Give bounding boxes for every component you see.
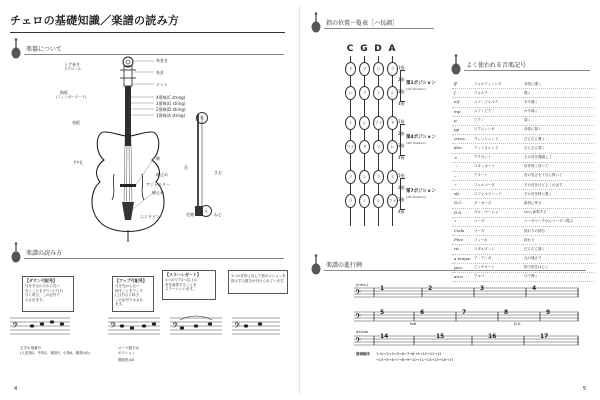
term-sym: ・ (454, 163, 458, 169)
term-read: テヌート (474, 173, 488, 178)
term-row (452, 163, 594, 172)
term-mean: その音を強調して (524, 155, 552, 159)
term-row (452, 236, 594, 245)
fingering-box: 1つの音符に対して指ポジションを 指示する数字が付けられています。 (228, 270, 288, 294)
term-read: フォルテ (474, 90, 488, 95)
note-oval: ラ (373, 170, 384, 184)
label-top-plate: 表板 (72, 120, 80, 125)
term-mean: 終わりの部分 (524, 228, 545, 233)
measure-8: 8 (504, 309, 509, 316)
measure-14: 14 (380, 333, 389, 340)
label-string-1: 1番線(A string) (156, 113, 186, 118)
note-oval: ド (387, 116, 398, 130)
measure-17: 17 (540, 333, 549, 340)
term-mean: 最初に戻る (524, 200, 542, 205)
position-1-label: 第1ポジション (406, 81, 436, 86)
to-coda-mark: to⊕ (410, 322, 417, 326)
measure-6: 6 (420, 309, 425, 316)
label-peg: 糸巻き (156, 58, 168, 63)
term-mean: 音を短く切って (524, 164, 549, 169)
term-row (452, 98, 594, 107)
measure-7: 7 (462, 309, 467, 316)
position-brace-4 (400, 124, 405, 156)
cello-icon (10, 38, 22, 60)
term-read: ア・テンポ (474, 256, 492, 261)
term-sym: rit. (454, 246, 461, 252)
slur-box: 【スラーレガート】 1つの弓で2つ以上の 音を演奏することを スラーといいます。 (162, 270, 216, 300)
finger-label: 2指 (398, 185, 405, 190)
measure-1: 1 (380, 285, 385, 292)
term-sym: mf (454, 99, 460, 105)
term-sym: a tempo (454, 255, 471, 261)
up-bow-box: 【アップ弓記号】 弓を先から元へ 押すことをアップ (上げ)弓と呼び、 この記号で示され ます。 (112, 276, 154, 312)
term-row (452, 135, 594, 144)
page-title: チェロの基礎知識／楽譜の読み方 (10, 14, 180, 27)
example-staves (344, 284, 589, 354)
measure-5: 5 (380, 309, 385, 316)
term-sym: D.C. (454, 200, 463, 206)
string-header-g: G (360, 44, 368, 54)
svg-text:𝄢: 𝄢 (12, 322, 19, 333)
term-sym: f (454, 90, 456, 96)
note-oval: ファ (387, 194, 398, 208)
finger-label: 3指 (398, 89, 405, 94)
term-mean: 弱く (524, 118, 531, 123)
term-mean: 非常に弱く (524, 127, 542, 132)
term-mean: だんだん弱く (524, 145, 545, 150)
label-endpin: エンドピン (140, 214, 160, 219)
right-page (300, 0, 600, 400)
term-mean: 強く (524, 90, 531, 95)
measure-9: 9 (546, 309, 551, 316)
term-mean: 音の長さを十分に保って (524, 173, 563, 178)
term-row (452, 273, 594, 282)
term-row (452, 199, 594, 208)
bow-hair-label: 毛 (184, 165, 188, 170)
cello-icon (10, 242, 22, 264)
term-row (452, 108, 594, 117)
term-mean: 終わり (524, 237, 535, 242)
svg-text:𝄢: 𝄢 (172, 322, 179, 333)
svg-text:𝄢: 𝄢 (355, 289, 361, 299)
term-sym: > (454, 154, 458, 160)
term-row (452, 218, 594, 227)
label-nut: ナット (156, 82, 168, 87)
note-oval: ミ (387, 170, 398, 184)
roman-position-note: ローマ数字は ポジション (118, 346, 139, 355)
bow-stick-label: さお (214, 170, 222, 175)
note-oval: レ (345, 86, 356, 100)
term-row (452, 264, 594, 273)
svg-text:𝄢: 𝄢 (355, 313, 361, 323)
term-read: ピアニッシモ (474, 127, 495, 132)
coda-mark: ⊕Coda (356, 330, 368, 334)
note-oval: レ (359, 170, 370, 184)
position-4-sub: (4th Position) (406, 141, 426, 145)
page-number-right: 5 (582, 386, 586, 392)
finger-label: 1指 (398, 65, 405, 70)
cello-icon (310, 254, 322, 276)
label-bridge: 駒 (156, 156, 160, 161)
term-row (452, 245, 594, 254)
term-row (452, 227, 594, 236)
term-sym: Fine (454, 237, 463, 243)
finger-label: 3指 (398, 143, 405, 148)
term-read: アルコ (474, 274, 485, 279)
term-read: コーダ (474, 219, 485, 224)
reading-staff (10, 312, 290, 342)
term-row (452, 126, 594, 135)
cello-icon (450, 54, 462, 76)
svg-text:𝄢: 𝄢 (234, 322, 241, 333)
term-row (452, 144, 594, 153)
term-read: ダル・セーニョ (474, 210, 499, 215)
finger-number-detail: (人差指1、中指2、薬指3、小指4、親指は0) (20, 351, 90, 355)
label-fingerboard: 指板 (60, 90, 68, 95)
term-mean: その音を特に強く (524, 191, 552, 196)
measure-2: 2 (428, 285, 433, 292)
finger-label: 2指 (398, 131, 405, 136)
term-sym: mp (454, 108, 461, 114)
position-4-label: 第4ポジション (406, 135, 436, 140)
term-read: スタッカート (474, 164, 495, 169)
finger-label: 2指 (398, 77, 405, 82)
finger-label: 4指 (398, 209, 405, 214)
string-header-c: C (346, 44, 354, 54)
term-sym: cresc. (454, 136, 467, 142)
measure-16: 16 (488, 333, 497, 340)
label-adjuster: アジャスター (146, 182, 170, 187)
note-oval: シ (373, 194, 384, 208)
cello-icon (310, 12, 322, 34)
label-string-4: 4番線(C string) (156, 95, 186, 100)
svg-text:𝄢: 𝄢 (110, 322, 117, 333)
term-mean: だんだん遅く (524, 246, 545, 251)
label-string-2: 2番線(D string) (156, 107, 186, 112)
position-1-sub: (1st Position) (406, 87, 426, 91)
string-header-a: A (388, 44, 396, 54)
label-string-3: 3番線(G string) (156, 101, 186, 106)
term-read: ピッチカート (474, 265, 495, 270)
down-bow-box: 【ダウン弓記号】 弓を手元の方から先へ 引くことをダウン(下げ) 弓と呼び、この記号で 示されます。 (22, 276, 74, 312)
note-oval: ファ (373, 116, 384, 130)
label-scroll-en: スクロール (64, 67, 82, 71)
finger-label: 1指 (398, 119, 405, 124)
note-oval: ラ (359, 86, 370, 100)
term-sym: pp (454, 126, 460, 132)
ds-mark: D.S. (514, 322, 522, 326)
title-rule (10, 32, 285, 33)
finger-label: 1指 (398, 173, 405, 178)
term-read: クレッシェンド (474, 136, 499, 141)
term-sym: arco (454, 273, 463, 279)
measure-15: 15 (436, 333, 445, 340)
term-read: リタルダンド (474, 246, 495, 251)
term-row (452, 181, 594, 190)
term-sym: ‒ (454, 172, 457, 178)
svg-text:𝄢: 𝄢 (355, 337, 361, 347)
note-oval: ド (345, 62, 356, 76)
note-oval: ソ (359, 62, 370, 76)
term-read: スフォルツァンド (474, 191, 502, 196)
note-oval: ファ (345, 140, 356, 154)
bow-tip-marker: 先 (196, 112, 208, 124)
term-mean: だんだん強く (524, 136, 545, 141)
finger-label: 3指 (398, 197, 405, 202)
bow-frog-marker: 元 (200, 205, 212, 217)
music-terms-table (452, 80, 594, 282)
term-read: ディミヌエンド (474, 145, 499, 150)
position-brace-7 (400, 178, 405, 210)
note-oval: ド (359, 140, 370, 154)
section-terms-title: よく使われる音楽記号 (466, 62, 527, 69)
term-sym: 𝄐 (454, 182, 457, 188)
finger-number-note: 左手の指番号 (20, 346, 41, 350)
note-oval: シ (359, 116, 370, 130)
term-row (452, 190, 594, 199)
position-7-sub: (7th Position) (406, 195, 426, 199)
term-read: コーダ (474, 228, 485, 233)
term-sym: pizz. (454, 264, 464, 270)
label-tailpiece: 緒止め (156, 172, 168, 177)
term-read: アクセント (474, 155, 492, 159)
measure-4: 4 (532, 285, 537, 292)
term-read: メゾ・フォルテ (474, 99, 499, 104)
measure-3: 3 (480, 285, 485, 292)
note-oval: ミ (359, 194, 370, 208)
play-order-line-1: 1→2→3→4→5→6→7→8→9→10→11→12 (376, 352, 442, 356)
label-pegbox: 糸倉 (156, 70, 164, 75)
label-scroll: うず巻き (64, 62, 80, 67)
term-row (452, 89, 594, 98)
term-sym: Coda (454, 228, 465, 233)
section-instrument-title: 楽器について (26, 46, 62, 53)
term-sym: dim. (454, 145, 463, 151)
bow-frog-label: 毛箱 (186, 212, 194, 217)
label-fingerboard-sub: (フィンガーボード) (56, 95, 87, 99)
term-mean: 指で弦をはじく (524, 265, 549, 270)
term-sym: sfz (454, 191, 460, 197)
term-row (452, 117, 594, 126)
term-mean: コーダマークからコーダへ飛ぶ (524, 219, 573, 224)
page-number-left: 4 (14, 386, 18, 392)
bow-screw-label: ねじ (214, 212, 222, 217)
term-sym: 𝄌 (454, 218, 456, 224)
note-oval: シ (387, 86, 398, 100)
term-read: メゾ・ピアノ (474, 109, 495, 114)
section-chart-title: 指の位置一覧表［ハ長調］ (326, 20, 399, 27)
term-row (452, 255, 594, 264)
intro-mark: (Intro.) (356, 283, 368, 287)
term-sym: p (454, 117, 457, 123)
term-read: フェルマータ (474, 182, 495, 187)
note-oval: ラ (345, 194, 356, 208)
term-row (452, 154, 594, 163)
note-oval: ソ (373, 140, 384, 154)
note-oval: ミ (373, 86, 384, 100)
term-mean: 非常に強く (524, 81, 542, 86)
position-brace-1 (400, 70, 405, 102)
term-mean: 元の速さで (524, 256, 542, 261)
finger-label: 4指 (398, 101, 405, 106)
term-sym: ff (454, 81, 457, 86)
section-example-title: 楽譜の進行例 (326, 262, 363, 269)
cello-illustration (82, 52, 192, 242)
open-string-note: 開放弦は0 (118, 358, 135, 362)
section-reading-title: 楽譜の読み方 (26, 250, 63, 257)
note-oval: レ (373, 62, 384, 76)
label-f-hole: f字孔 (74, 160, 84, 165)
term-row (452, 209, 594, 218)
finger-label: 4指 (398, 155, 405, 160)
term-mean: 𝄋から演奏する (524, 210, 547, 215)
position-7-label: 第7ポジション (406, 189, 436, 194)
term-row (452, 80, 594, 89)
play-order-line-2: →13→5→6→7→8→9→10→11→14→15→16→17 (376, 358, 454, 362)
term-row (452, 172, 594, 181)
note-oval: レ (387, 140, 398, 154)
term-sym: D.S. (454, 209, 463, 215)
play-order-label: 演奏順序 (356, 352, 370, 356)
note-oval: ソ (345, 170, 356, 184)
term-read: ピアノ (474, 118, 485, 123)
term-mean: やや弱く (524, 109, 538, 114)
term-read: フィーネ (474, 237, 488, 242)
label-tailgut: 緒止め (152, 190, 164, 195)
term-mean: やや強く (524, 99, 538, 104)
note-oval: ミ (345, 116, 356, 130)
term-read: ダ・カーポ (474, 200, 492, 205)
note-oval: ラ (387, 62, 398, 76)
term-read: フォルティッシモ (474, 81, 502, 86)
term-mean: 弓で弾く (524, 274, 538, 279)
string-header-d: D (374, 44, 382, 54)
term-mean: その音をほどよくのばす (524, 182, 563, 187)
